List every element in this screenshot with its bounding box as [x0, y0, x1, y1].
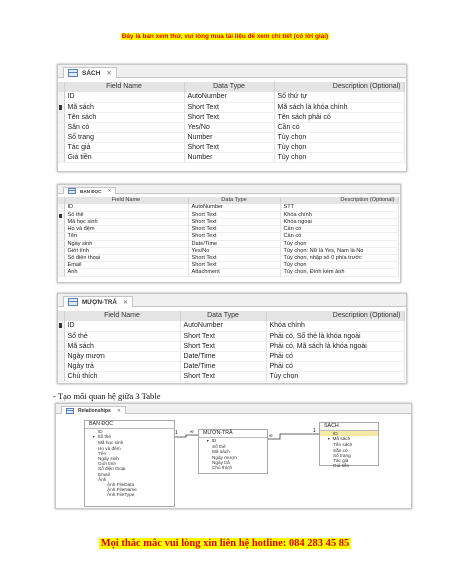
rel-field[interactable]: Họ và đệm — [98, 445, 121, 451]
description-cell[interactable]: Tên sách phải có — [274, 112, 404, 122]
column-header: Field Name — [64, 82, 184, 92]
rel-box-title[interactable]: SÁCH — [320, 423, 378, 431]
row-selector[interactable] — [58, 112, 64, 122]
column-header: Field Name — [64, 197, 188, 204]
row-selector[interactable] — [58, 152, 64, 162]
primary-key-icon[interactable] — [58, 102, 64, 112]
rel-field[interactable]: ID — [320, 431, 378, 436]
field-row[interactable] — [58, 351, 404, 361]
data-type-cell[interactable]: Yes/No — [188, 247, 280, 254]
row-selector[interactable] — [58, 204, 64, 211]
field-name-cell[interactable]: Sẵn có — [64, 122, 184, 132]
description-cell[interactable]: Tùy chọn — [274, 152, 404, 162]
description-cell[interactable]: Tùy chọn — [274, 142, 404, 152]
field-row[interactable] — [58, 240, 398, 247]
top-notice-text: Đây là bản xem thử, vui lòng mua tài liệu để xem chi tiết (có lời giải) — [121, 33, 329, 40]
rel-field[interactable]: Tác giả — [333, 458, 349, 464]
field-name-cell[interactable]: Giới tính — [64, 247, 188, 254]
tab-label: BẠN ĐỌC — [80, 188, 102, 194]
field-row[interactable] — [58, 132, 404, 142]
field-row[interactable] — [58, 142, 404, 152]
data-type-cell[interactable]: Number — [184, 132, 274, 142]
header-row — [58, 197, 398, 204]
tab-label: Relationships — [78, 407, 111, 414]
bottom-notice — [0, 538, 450, 549]
one-symbol: 1 — [175, 430, 178, 436]
data-type-cell[interactable]: Short Text — [180, 331, 266, 341]
description-cell[interactable]: Phải có, Mã sách là khóa ngoài — [266, 341, 404, 351]
table-icon — [68, 188, 76, 194]
close-icon[interactable]: ✕ — [116, 407, 121, 414]
description-cell[interactable]: Tùy chọn — [280, 240, 398, 247]
row-selector[interactable] — [58, 262, 64, 269]
primary-key-icon[interactable] — [58, 211, 64, 218]
row-selector[interactable] — [58, 341, 64, 351]
row-selector[interactable] — [58, 233, 64, 240]
field-name-cell[interactable]: Mã học sinh — [64, 218, 188, 225]
row-selector[interactable] — [58, 361, 64, 371]
rel-field[interactable]: Mã sách — [212, 449, 230, 455]
data-type-cell[interactable]: Short Text — [188, 226, 280, 233]
rel-field[interactable]: ID — [98, 429, 103, 434]
section-caption: - Tạo mối quan hệ giữa 3 Table — [53, 391, 161, 401]
row-selector[interactable] — [58, 371, 64, 381]
field-name-cell[interactable]: Ảnh — [64, 269, 188, 276]
rel-field[interactable]: Ngày sinh — [98, 456, 119, 462]
column-header: Description (Optional) — [280, 197, 398, 204]
rel-key-field[interactable]: ▼ Mã sách — [320, 436, 378, 442]
rel-field[interactable]: Ngày mượn — [212, 454, 237, 460]
field-row[interactable] — [58, 247, 398, 254]
field-name-cell[interactable]: Ngày trả — [64, 361, 180, 371]
rel-field[interactable]: Ảnh.FileData — [107, 482, 135, 488]
relationship-line-sach — [266, 434, 319, 439]
column-header: Description (Optional) — [274, 82, 404, 92]
field-name-cell[interactable]: Số thẻ — [64, 331, 180, 341]
field-name-cell[interactable]: Mã sách — [64, 102, 184, 112]
description-cell[interactable]: Cần có — [280, 226, 398, 233]
data-type-cell[interactable]: Yes/No — [184, 122, 274, 132]
tab-ban-doc[interactable] — [63, 187, 116, 194]
field-row[interactable] — [58, 361, 404, 371]
row-selector[interactable] — [58, 92, 64, 102]
rel-field[interactable]: Số thẻ — [212, 444, 226, 450]
data-type-cell[interactable]: Short Text — [184, 102, 274, 112]
tab-label: MƯỢN-TRẢ — [82, 298, 117, 306]
close-icon[interactable]: ✕ — [106, 70, 112, 77]
data-type-cell[interactable]: Date/Time — [180, 351, 266, 361]
field-name-cell[interactable]: Số trang — [64, 132, 184, 142]
data-type-cell[interactable]: Date/Time — [180, 361, 266, 371]
rel-field[interactable]: Giá tiền — [333, 463, 350, 469]
many-symbol: ∞ — [190, 429, 194, 435]
data-type-cell[interactable]: Number — [184, 152, 274, 162]
description-cell[interactable]: Tùy chọn — [274, 132, 404, 142]
field-row[interactable] — [58, 218, 398, 225]
field-name-cell[interactable]: Email — [64, 262, 188, 269]
rel-box-sach[interactable] — [319, 422, 379, 469]
rel-field[interactable]: Số điện thoại — [98, 466, 126, 472]
rel-field[interactable]: Ngày trả — [212, 459, 230, 465]
row-selector[interactable] — [58, 142, 64, 152]
field-row[interactable] — [58, 102, 404, 112]
column-header: Data Type — [184, 82, 274, 92]
field-name-cell[interactable]: Số thẻ — [64, 211, 188, 218]
row-selector[interactable] — [58, 269, 64, 276]
data-type-cell[interactable]: Date/Time — [188, 240, 280, 247]
rel-field[interactable]: Tên — [98, 450, 107, 456]
field-row[interactable] — [58, 341, 404, 351]
top-notice — [0, 33, 450, 40]
field-name-cell[interactable]: ID — [64, 321, 180, 331]
tab-bar — [58, 294, 406, 307]
data-type-cell[interactable]: Short Text — [188, 218, 280, 225]
field-row[interactable] — [58, 92, 404, 102]
rel-field[interactable]: Tên sách — [333, 442, 353, 448]
field-row[interactable] — [58, 254, 398, 261]
row-selector[interactable] — [58, 122, 64, 132]
row-selector[interactable] — [58, 132, 64, 142]
field-name-cell[interactable]: Chú thích — [64, 371, 180, 381]
field-row[interactable] — [58, 226, 398, 233]
data-type-cell[interactable]: AutoNumber — [188, 204, 280, 211]
row-selector[interactable] — [58, 240, 64, 247]
data-type-cell[interactable]: Short Text — [184, 142, 274, 152]
rel-field[interactable]: Ảnh — [98, 476, 107, 482]
rel-field[interactable]: Mã học sinh — [98, 440, 124, 446]
data-type-cell[interactable]: Short Text — [184, 112, 274, 122]
row-selector[interactable] — [58, 331, 64, 341]
column-header: Field Name — [64, 311, 180, 321]
field-name-cell[interactable]: Tên sách — [64, 112, 184, 122]
tab-label: SÁCH — [82, 69, 101, 77]
rel-field[interactable]: Sẵn có — [333, 447, 348, 453]
field-row[interactable] — [58, 371, 404, 381]
description-cell[interactable]: Phải có — [266, 351, 404, 361]
row-selector[interactable] — [58, 226, 64, 233]
field-name-cell[interactable]: Tên — [64, 233, 188, 240]
tab-bar — [58, 185, 400, 194]
table-design-sach — [57, 64, 407, 172]
tab-bar — [58, 65, 406, 78]
many-symbol: ∞ — [269, 433, 273, 439]
field-name-cell[interactable]: ID — [64, 204, 188, 211]
relationships-window — [55, 403, 412, 509]
data-type-cell[interactable]: Short Text — [188, 254, 280, 261]
field-name-cell[interactable]: Họ và đệm — [64, 226, 188, 233]
table-design-muon-tra — [57, 293, 407, 384]
field-grid — [58, 311, 405, 382]
field-name-cell[interactable]: Mã sách — [64, 341, 180, 351]
data-type-cell[interactable]: AutoNumber — [180, 321, 266, 331]
data-type-cell[interactable]: Short Text — [180, 371, 266, 381]
field-row[interactable] — [58, 204, 398, 211]
row-selector[interactable] — [58, 247, 64, 254]
row-selector[interactable] — [58, 254, 64, 261]
rel-box-muon-tra[interactable] — [198, 429, 268, 474]
rel-field[interactable]: Giới tính — [98, 461, 116, 467]
description-cell[interactable]: Phải có — [266, 361, 404, 371]
field-row[interactable] — [58, 321, 404, 331]
rel-key-field[interactable]: ▼ ID — [199, 438, 267, 444]
description-cell[interactable]: Tùy chọn — [266, 371, 404, 381]
field-row[interactable] — [58, 112, 404, 122]
field-name-cell[interactable]: Số điện thoại — [64, 254, 188, 261]
row-selector[interactable] — [58, 218, 64, 225]
field-row[interactable] — [58, 262, 398, 269]
rel-field[interactable]: Email — [98, 471, 110, 477]
tab-sach[interactable] — [63, 67, 117, 78]
description-cell[interactable]: Tùy chọn, nhập số 0 phía trước — [280, 254, 398, 261]
description-cell[interactable]: Cần có — [274, 122, 404, 132]
tab-muon-tra[interactable] — [63, 296, 133, 307]
field-name-cell[interactable]: Ngày mượn — [64, 351, 180, 361]
rel-key-field[interactable]: ▼ Số thẻ — [85, 434, 174, 440]
description-cell[interactable]: Khóa chính — [266, 321, 404, 331]
close-icon[interactable]: ✕ — [107, 188, 112, 193]
data-type-cell[interactable]: Short Text — [188, 233, 280, 240]
description-cell[interactable]: STT — [280, 204, 398, 211]
table-icon — [68, 298, 78, 306]
field-grid — [58, 197, 399, 277]
description-cell[interactable]: Tùy chọn, Đính kèm ảnh — [280, 269, 398, 276]
description-cell[interactable]: Tùy chọn: Nữ là Yes, Nam là No — [280, 247, 398, 254]
table-icon — [68, 69, 78, 77]
field-row[interactable] — [58, 269, 398, 276]
description-cell[interactable]: Mã sách là khóa chính — [274, 102, 404, 112]
table-design-ban-doc — [57, 184, 401, 283]
field-row[interactable] — [58, 331, 404, 341]
rel-box-ban-doc[interactable] — [84, 420, 175, 507]
column-header: Description (Optional) — [266, 311, 404, 321]
description-cell[interactable]: Khóa ngoại — [280, 218, 398, 225]
data-type-cell[interactable]: Short Text — [188, 262, 280, 269]
field-grid — [58, 82, 405, 163]
field-name-cell[interactable]: Giá tiền — [64, 152, 184, 162]
field-row[interactable] — [58, 233, 398, 240]
rel-box-title[interactable]: MƯỢN-TRẢ — [199, 430, 267, 438]
header-row — [58, 82, 404, 92]
description-cell[interactable]: Phải có, Số thẻ là khóa ngoài — [266, 331, 404, 341]
header-row — [58, 311, 404, 321]
field-row[interactable] — [58, 211, 398, 218]
field-name-cell[interactable]: ID — [64, 92, 184, 102]
data-type-cell[interactable]: AutoNumber — [184, 92, 274, 102]
field-name-cell[interactable]: Tác giả — [64, 142, 184, 152]
bottom-notice-text: Mọi thắc mắc vui lòng xin liên hệ hotline: 084 283 45 85 — [100, 538, 350, 549]
rel-field[interactable]: Chú thích — [212, 465, 233, 471]
rel-field[interactable]: Ảnh.FileType — [107, 492, 135, 498]
description-cell[interactable]: Tùy chọn — [280, 262, 398, 269]
close-icon[interactable]: ✕ — [122, 298, 128, 306]
column-header: Data Type — [180, 311, 266, 321]
rel-box-title[interactable]: BẠN ĐỌC — [85, 421, 174, 429]
field-row[interactable] — [58, 152, 404, 162]
rel-field[interactable]: Ảnh.FileName — [107, 487, 137, 493]
one-symbol: 1 — [313, 428, 316, 434]
primary-key-icon[interactable] — [58, 321, 64, 331]
description-cell[interactable]: Số thứ tự — [274, 92, 404, 102]
data-type-cell[interactable]: Short Text — [180, 341, 266, 351]
field-name-cell[interactable]: Ngày sinh — [64, 240, 188, 247]
row-selector[interactable] — [58, 351, 64, 361]
rel-field[interactable]: Số trang — [333, 452, 351, 458]
field-row[interactable] — [58, 122, 404, 132]
data-type-cell[interactable]: Short Text — [188, 211, 280, 218]
data-type-cell[interactable]: Attachment — [188, 269, 280, 276]
description-cell[interactable]: Khóa chính — [280, 211, 398, 218]
description-cell[interactable]: Cần có — [280, 233, 398, 240]
column-header: Data Type — [188, 197, 280, 204]
